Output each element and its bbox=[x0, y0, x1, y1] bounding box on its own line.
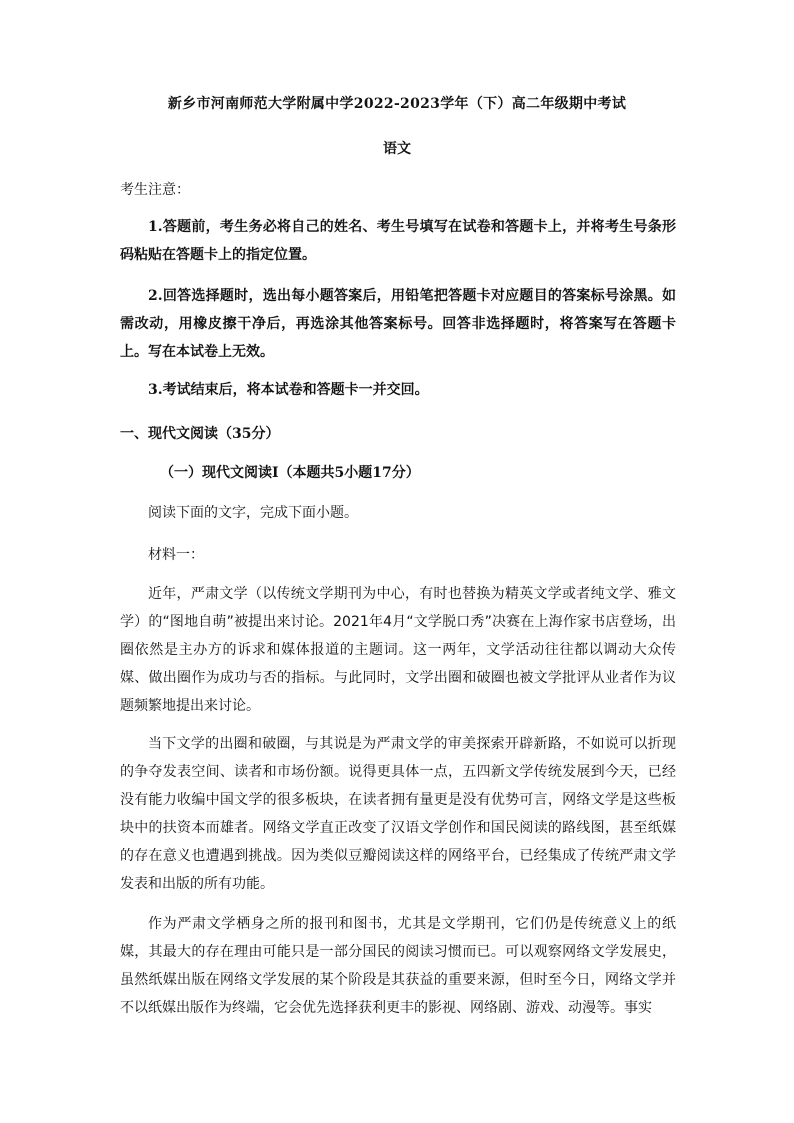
paragraph-1: 近年，严肃文学（以传统文学期刊为中心，有时也替换为精英文学或者纯文学、雅文学）的“图地自萌”被提出来讨论。2021年4月“文学脱口秀”决赛在上海作家书店登场，出圈依然是主办方的诉求和媒体报道的主题词。这一两年，文学活动往往都以调动大众传媒、做出圈作为成功与否的指标。与此同时，文学出圈和破圈也被文学批评从业者作为议题频繁地提出来讨论。 bbox=[120, 586, 676, 714]
section-subheading: （一）现代文阅读Ⅰ（本题共5小题17分） bbox=[160, 465, 420, 481]
notice-item-3: 3.考试结束后，将本试卷和答题卡一并交回。 bbox=[148, 382, 429, 398]
paragraph-3: 作为严肃文学栖身之所的报刊和图书，尤其是文学期刊，它们仍是传统意义上的纸媒，其最大的存在理由可能只是一部分国民的阅读习惯而已。可以观察网络文学发展史，虽然纸媒出版在网络文学发展的某个阶段是其获益的重要来源，但时至今日，网络文学并不以纸媒出版作为终端，它会优先选择获利更丰的影视、网络剧、游戏、动漫等。事实 bbox=[120, 916, 676, 1016]
subject-title: 语文 bbox=[383, 141, 411, 157]
section-heading: 一、现代文阅读（35分） bbox=[120, 426, 280, 442]
notice-heading: 考生注意： bbox=[120, 182, 190, 198]
material-label: 材料一： bbox=[148, 547, 204, 563]
exam-title: 新乡市河南师范大学附属中学2022-2023学年（下）高二年级期中考试 bbox=[167, 96, 627, 112]
notice-item-1: 1.答题前，考生务必将自己的姓名、考生号填写在试卷和答题卡上，并将考生号条形码粘贴在答题卡上的指定位置。 bbox=[120, 219, 676, 263]
paragraph-2: 当下文学的出圈和破圈，与其说是为严肃文学的审美探索开辟新路，不如说可以折现的争夺发表空间、读者和市场份额。说得更具体一点，五四新文学传统发展到今天，已经没有能力收编中国文学的很多板块，在读者拥有量更是没有优势可言，网络文学是这些板块中的扶资本而雄者。网络文学直正改变了汉语文学创作和国民阅读的路线图，甚至纸媒的存在意义也遭遇到挑战。因为类似豆瓣阅读这样的网络平台，已经集成了传统严肃文学发表和出版的所有功能。 bbox=[120, 736, 676, 892]
reading-instruction: 阅读下面的文字，完成下面小题。 bbox=[148, 505, 358, 521]
notice-item-2: 2.回答选择题时，选出每小题答案后，用铅笔把答题卡对应题目的答案标号涂黑。如需改动，用橡皮擦干净后，再选涂其他答案标号。回答非选择题时，将答案写在答题卡上。写在本试卷上无效。 bbox=[120, 288, 676, 360]
